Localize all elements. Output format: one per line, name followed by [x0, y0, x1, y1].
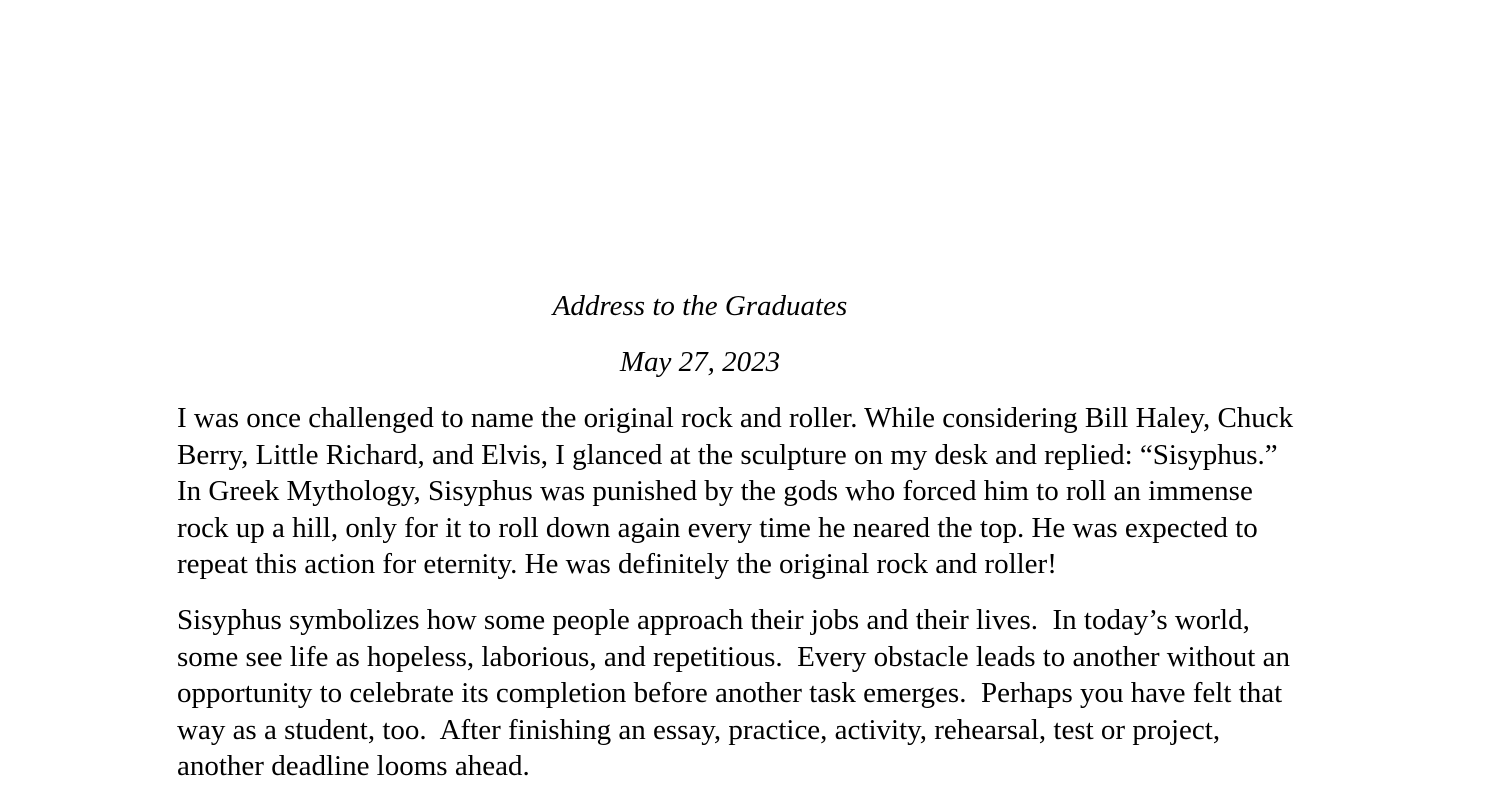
paragraph-line: Sisyphus symbolizes how some people approach their jobs and their lives. In today’s world,: [177, 604, 1250, 636]
document-title: Address to the Graduates: [552, 290, 848, 322]
paragraph-line: Berry, Little Richard, and Elvis, I glanced at the sculpture on my desk and replied: “Sisyphus.”: [177, 438, 1278, 471]
document-date: May 27, 2023: [619, 346, 781, 378]
paragraph-1: [177, 400, 1337, 583]
paragraph-line: some see life as hopeless, laborious, and repetitious. Every obstacle leads to another without an: [177, 640, 1290, 673]
paragraph-line: rock up a hill, only for it to roll down again every time he neared the top. He was expected to: [177, 511, 1258, 544]
paragraph-line: another deadline looms ahead.: [177, 750, 530, 782]
paragraph-line: repeat this action for eternity. He was definitely the original rock and roller!: [177, 548, 1057, 580]
paragraph-line: I was once challenged to name the original rock and roller. While considering Bill Haley, Chuck: [177, 402, 1294, 434]
paragraph-line: opportunity to celebrate its completion before another task emerges. Perhaps you have felt that: [177, 677, 1283, 709]
paragraph-line: In Greek Mythology, Sisyphus was punished by the gods who forced him to roll an immense: [177, 475, 1253, 507]
paragraph-2: [177, 602, 1337, 785]
paragraph-line: way as a student, too. After finishing an essay, practice, activity, rehearsal, test or project,: [177, 713, 1221, 746]
